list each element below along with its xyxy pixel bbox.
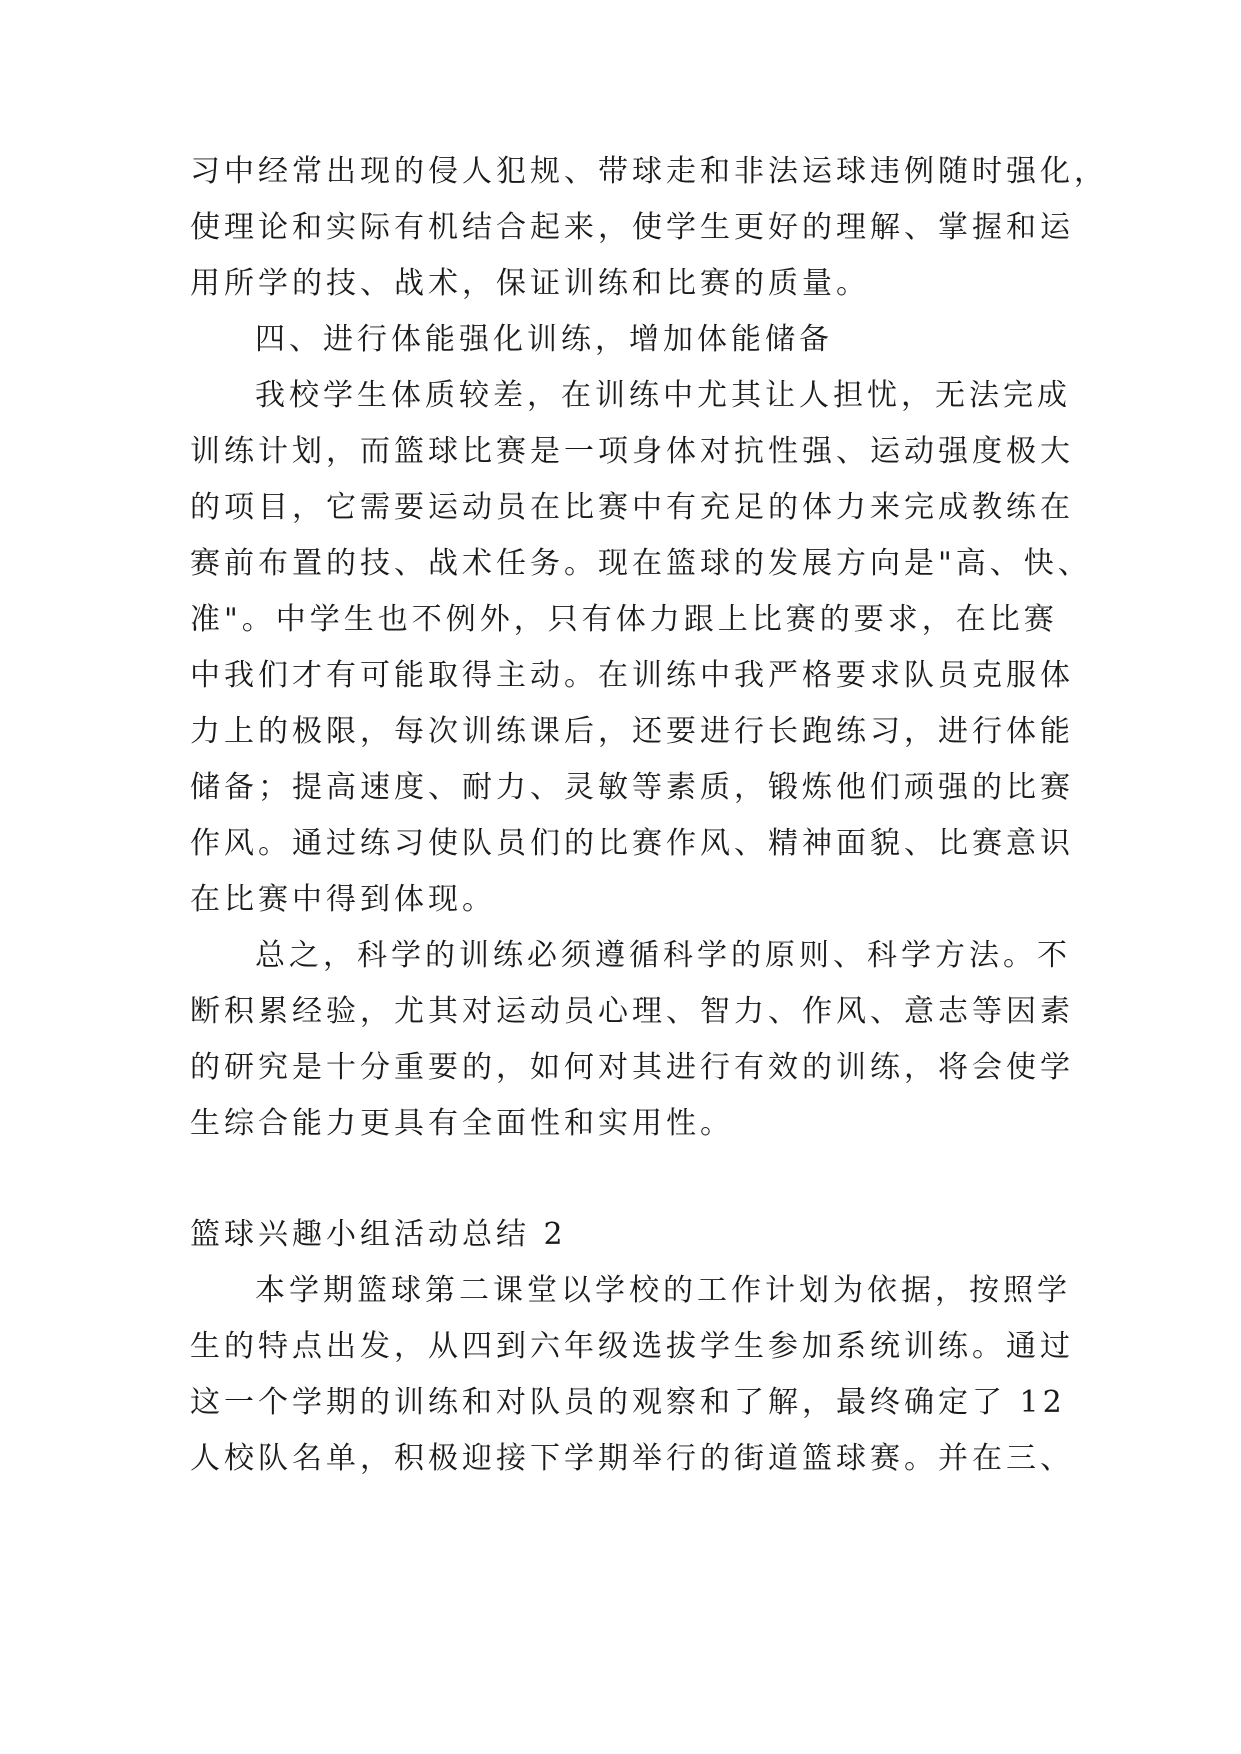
paragraph-line: 赛前布置的技、战术任务。现在篮球的发展方向是"高、快、 xyxy=(190,546,1092,581)
paragraph-line: 生综合能力更具有全面性和实用性。 xyxy=(190,1106,734,1141)
paragraph-line: 力上的极限，每次训练课后，还要进行长跑练习，进行体能 xyxy=(190,714,1074,749)
paragraph-line: 本学期篮球第二课堂以学校的工作计划为依据，按照学 xyxy=(255,1273,1071,1308)
paragraph-line: 作风。通过练习使队员们的比赛作风、精神面貌、比赛意识 xyxy=(190,826,1074,861)
paragraph-line: 使理论和实际有机结合起来，使学生更好的理解、掌握和运 xyxy=(190,210,1074,245)
paragraph-line: 我校学生体质较差，在训练中尤其让人担忧，无法完成 xyxy=(255,378,1071,413)
paragraph-line: 中我们才有可能取得主动。在训练中我严格要求队员克服体 xyxy=(190,658,1074,693)
paragraph-line: 储备；提高速度、耐力、灵敏等素质，锻炼他们顽强的比赛 xyxy=(190,770,1074,805)
paragraph-line: 的研究是十分重要的，如何对其进行有效的训练，将会使学 xyxy=(190,1050,1074,1085)
paragraph-line: 习中经常出现的侵人犯规、带球走和非法运球违例随时强化， xyxy=(190,154,1108,189)
paragraph-line: 人校队名单，积极迎接下学期举行的街道篮球赛。并在三、 xyxy=(190,1441,1074,1476)
paragraph-line: 生的特点出发，从四到六年级选拔学生参加系统训练。通过 xyxy=(190,1329,1074,1364)
paragraph-line: 在比赛中得到体现。 xyxy=(190,882,496,917)
article-title: 篮球兴趣小组活动总结 2 xyxy=(190,1217,567,1252)
paragraph-line: 断积累经验，尤其对运动员心理、智力、作风、意志等因素 xyxy=(190,994,1074,1029)
paragraph-line: 总之，科学的训练必须遵循科学的原则、科学方法。不 xyxy=(255,938,1071,973)
paragraph-line: 训练计划，而篮球比赛是一项身体对抗性强、运动强度极大 xyxy=(190,434,1074,469)
section-heading: 四、进行体能强化训练，增加体能储备 xyxy=(255,322,833,357)
paragraph-line: 的项目，它需要运动员在比赛中有充足的体力来完成教练在 xyxy=(190,490,1074,525)
paragraph-line: 准"。中学生也不例外，只有体力跟上比赛的要求，在比赛 xyxy=(190,602,1058,637)
paragraph-line: 用所学的技、战术，保证训练和比赛的质量。 xyxy=(190,266,870,301)
paragraph-line: 这一个学期的训练和对队员的观察和了解，最终确定了 12 xyxy=(190,1385,1066,1420)
